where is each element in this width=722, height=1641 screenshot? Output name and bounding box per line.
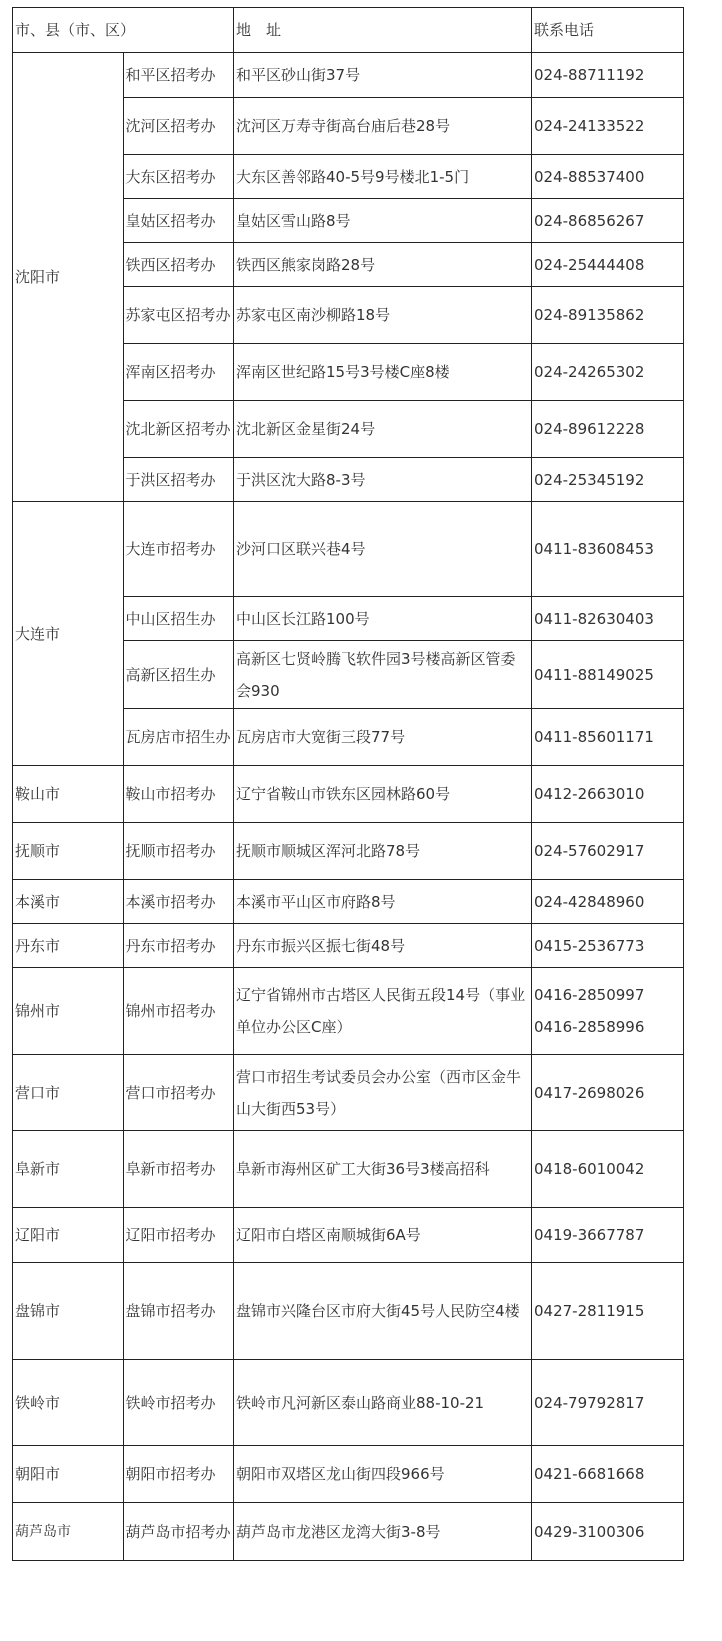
office-cell: 苏家屯区招考办 — [123, 287, 234, 344]
office-cell: 和平区招考办 — [123, 53, 234, 98]
table-row — [13, 766, 684, 823]
table-row — [13, 1263, 684, 1360]
phone-cell — [532, 709, 684, 766]
city-cell: 大连市 — [13, 502, 124, 766]
city-cell: 丹东市 — [13, 924, 124, 968]
office-cell: 鞍山市招考办 — [123, 766, 234, 823]
office-cell: 抚顺市招考办 — [123, 823, 234, 880]
address-cell: 瓦房店市大宽街三段77号 — [234, 709, 532, 766]
phone-number: 024-24265302 — [534, 363, 645, 381]
office-cell: 营口市招考办 — [123, 1055, 234, 1131]
address-cell: 葫芦岛市龙港区龙湾大街3-8号 — [234, 1503, 532, 1561]
phone-number: 0411-82630403 — [534, 609, 654, 628]
office-cell: 瓦房店市招生办 — [123, 709, 234, 766]
phone-number: 024-25345192 — [534, 470, 645, 489]
table-row — [13, 823, 684, 880]
phone-number: 0416-2858996 — [534, 1018, 645, 1036]
office-cell: 丹东市招考办 — [123, 924, 234, 968]
address-cell: 高新区七贤岭腾飞软件园3号楼高新区管委会930 — [234, 641, 532, 709]
address-cell: 沈北新区金星街24号 — [234, 401, 532, 458]
city-cell: 辽阳市 — [13, 1208, 124, 1263]
header-phone: 联系电话 — [532, 8, 684, 53]
table-body — [13, 8, 684, 1561]
office-cell: 铁岭市招考办 — [123, 1360, 234, 1446]
city-cell: 葫芦岛市 — [13, 1503, 124, 1561]
city-cell: 抚顺市 — [13, 823, 124, 880]
header-city: 市、县（市、区） — [13, 8, 234, 53]
contact-table-wrapper — [12, 7, 684, 1561]
table-row — [13, 1360, 684, 1446]
city-cell: 本溪市 — [13, 880, 124, 924]
address-cell: 皇姑区雪山路8号 — [234, 199, 532, 243]
phone-number: 0416-2850997 — [534, 986, 645, 1004]
phone-number: 024-88711192 — [534, 66, 645, 84]
address-cell: 本溪市平山区市府路8号 — [234, 880, 532, 924]
address-cell: 盘锦市兴隆台区市府大街45号人民防空4楼 — [234, 1263, 532, 1360]
address-cell: 浑南区世纪路15号3号楼C座8楼 — [234, 344, 532, 401]
phone-cell — [532, 766, 684, 823]
phone-number: 0415-2536773 — [534, 936, 645, 955]
phone-cell — [532, 1503, 684, 1561]
city-cell: 营口市 — [13, 1055, 124, 1131]
phone-number: 024-24133522 — [534, 117, 645, 135]
office-cell: 辽阳市招考办 — [123, 1208, 234, 1263]
phone-cell — [532, 155, 684, 199]
city-cell: 铁岭市 — [13, 1360, 124, 1446]
city-cell: 朝阳市 — [13, 1446, 124, 1503]
phone-number: 024-25444408 — [534, 255, 645, 274]
table-row — [13, 1503, 684, 1561]
city-cell: 沈阳市 — [13, 53, 124, 502]
table-row — [13, 1446, 684, 1503]
office-cell: 本溪市招考办 — [123, 880, 234, 924]
phone-number: 024-57602917 — [534, 842, 645, 860]
phone-cell — [532, 597, 684, 641]
phone-number: 024-42848960 — [534, 892, 645, 911]
address-cell: 辽宁省鞍山市铁东区园林路60号 — [234, 766, 532, 823]
phone-cell — [532, 641, 684, 709]
phone-cell — [532, 1263, 684, 1360]
phone-number: 024-89135862 — [534, 306, 645, 324]
office-cell: 葫芦岛市招考办 — [123, 1503, 234, 1561]
address-cell: 抚顺市顺城区浑河北路78号 — [234, 823, 532, 880]
address-cell: 丹东市振兴区振七街48号 — [234, 924, 532, 968]
phone-cell — [532, 924, 684, 968]
table-row — [13, 1208, 684, 1263]
phone-cell — [532, 880, 684, 924]
phone-cell — [532, 1208, 684, 1263]
city-cell: 阜新市 — [13, 1131, 124, 1208]
address-cell: 辽宁省锦州市古塔区人民街五段14号（事业单位办公区C座） — [234, 968, 532, 1055]
office-cell: 大连市招考办 — [123, 502, 234, 597]
office-cell: 于洪区招考办 — [123, 458, 234, 502]
phone-number: 0417-2698026 — [534, 1083, 645, 1102]
phone-cell — [532, 458, 684, 502]
phone-cell — [532, 344, 684, 401]
phone-number: 0411-85601171 — [534, 728, 654, 746]
phone-number: 024-86856267 — [534, 211, 645, 230]
table-row — [13, 968, 684, 1055]
office-cell: 铁西区招考办 — [123, 243, 234, 287]
phone-cell — [532, 1055, 684, 1131]
phone-cell — [532, 1360, 684, 1446]
office-cell: 皇姑区招考办 — [123, 199, 234, 243]
phone-number: 024-79792817 — [534, 1393, 645, 1412]
address-cell: 朝阳市双塔区龙山街四段966号 — [234, 1446, 532, 1503]
phone-number: 0411-83608453 — [534, 540, 654, 558]
address-cell: 于洪区沈大路8-3号 — [234, 458, 532, 502]
header-row — [13, 8, 684, 53]
office-cell: 高新区招生办 — [123, 641, 234, 709]
city-cell: 盘锦市 — [13, 1263, 124, 1360]
address-cell: 沈河区万寿寺街高台庙后巷28号 — [234, 98, 532, 155]
phone-number: 024-89612228 — [534, 420, 645, 438]
address-cell: 苏家屯区南沙柳路18号 — [234, 287, 532, 344]
address-cell: 中山区长江路100号 — [234, 597, 532, 641]
phone-cell — [532, 968, 684, 1055]
office-cell: 沈北新区招考办 — [123, 401, 234, 458]
phone-cell — [532, 401, 684, 458]
office-cell: 沈河区招考办 — [123, 98, 234, 155]
table-row — [13, 53, 684, 98]
phone-number: 0421-6681668 — [534, 1465, 645, 1483]
phone-cell — [532, 1446, 684, 1503]
address-cell: 辽阳市白塔区南顺城街6A号 — [234, 1208, 532, 1263]
office-cell: 浑南区招考办 — [123, 344, 234, 401]
office-cell: 中山区招生办 — [123, 597, 234, 641]
city-cell: 鞍山市 — [13, 766, 124, 823]
table-row — [13, 924, 684, 968]
address-cell: 铁西区熊家岗路28号 — [234, 243, 532, 287]
address-cell: 营口市招生考试委员会办公室（西市区金牛山大街西53号） — [234, 1055, 532, 1131]
office-cell: 大东区招考办 — [123, 155, 234, 199]
office-cell: 锦州市招考办 — [123, 968, 234, 1055]
table-row — [13, 1131, 684, 1208]
phone-cell — [532, 243, 684, 287]
phone-cell — [532, 823, 684, 880]
office-cell: 阜新市招考办 — [123, 1131, 234, 1208]
table-row — [13, 1055, 684, 1131]
phone-number: 024-88537400 — [534, 167, 645, 186]
office-cell: 盘锦市招考办 — [123, 1263, 234, 1360]
phone-number: 0427-2811915 — [534, 1302, 645, 1320]
phone-number: 0429-3100306 — [534, 1522, 645, 1541]
address-cell: 和平区砂山街37号 — [234, 53, 532, 98]
office-cell: 朝阳市招考办 — [123, 1446, 234, 1503]
address-cell: 铁岭市凡河新区泰山路商业88-10-21 — [234, 1360, 532, 1446]
phone-cell — [532, 1131, 684, 1208]
address-cell: 阜新市海州区矿工大街36号3楼高招科 — [234, 1131, 532, 1208]
phone-cell — [532, 53, 684, 98]
address-cell: 沙河口区联兴巷4号 — [234, 502, 532, 597]
phone-cell — [532, 98, 684, 155]
admissions-office-table — [12, 7, 684, 1561]
phone-cell — [532, 199, 684, 243]
phone-cell — [532, 502, 684, 597]
table-row — [13, 502, 684, 597]
phone-number: 0412-2663010 — [534, 785, 645, 803]
address-cell: 大东区善邻路40-5号9号楼北1-5门 — [234, 155, 532, 199]
phone-number: 0418-6010042 — [534, 1160, 645, 1178]
phone-number: 0419-3667787 — [534, 1226, 645, 1244]
phone-number: 0411-88149025 — [534, 665, 654, 684]
table-row — [13, 880, 684, 924]
header-address: 地 址 — [234, 8, 532, 53]
city-cell: 锦州市 — [13, 968, 124, 1055]
phone-cell — [532, 287, 684, 344]
